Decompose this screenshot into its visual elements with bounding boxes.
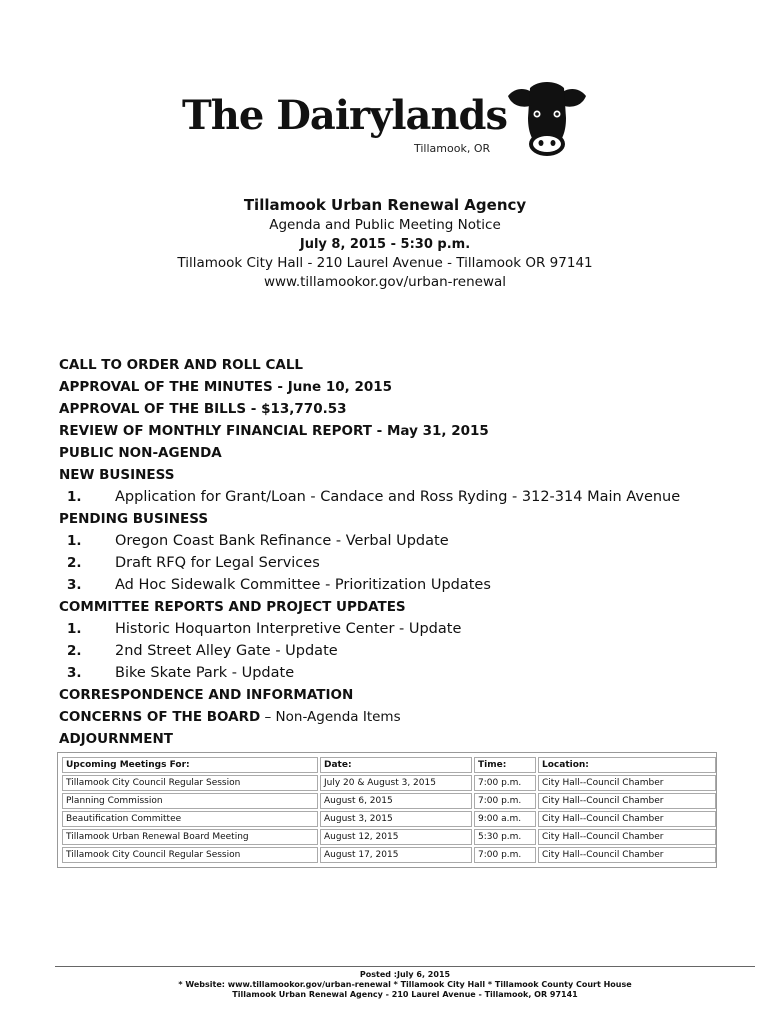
agenda-list	[59, 354, 739, 750]
agenda-item	[59, 618, 739, 640]
meeting-location: City Hall--Council Chamber	[538, 811, 716, 827]
concerns-label: CONCERNS OF THE BOARD	[59, 709, 261, 725]
meeting-location: City Hall--Council Chamber	[538, 793, 716, 809]
correspondence-heading: CORRESPONDENCE AND INFORMATION	[59, 687, 354, 703]
meeting-date: August 17, 2015	[320, 847, 472, 863]
adjournment: ADJOURNMENT	[59, 731, 173, 747]
concerns-of-board	[59, 706, 739, 728]
dairylands-logo	[182, 78, 592, 170]
table-row	[62, 847, 716, 863]
cow-head-icon	[504, 78, 590, 160]
item-text: Application for Grant/Loan - Candace and Ross Ryding - 312-314 Main Avenue	[115, 489, 681, 505]
agenda-header	[0, 196, 770, 292]
agenda-item	[59, 640, 739, 662]
item-text: Ad Hoc Sidewalk Committee - Prioritization Updates	[115, 577, 491, 593]
item-text: Draft RFQ for Legal Services	[115, 555, 320, 571]
approval-of-bills: APPROVAL OF THE BILLS - $13,770.53	[59, 401, 347, 417]
table-row	[62, 829, 716, 845]
footer-contact: * Website: www.tillamookor.gov/urban-renewal * Tillamook City Hall * Tillamook County Court House	[178, 980, 632, 989]
new-business-heading: NEW BUSINESS	[59, 467, 175, 483]
agenda-item	[59, 574, 739, 596]
agenda-item	[59, 530, 739, 552]
table-header-row	[62, 757, 716, 773]
header-cell: Location:	[538, 757, 716, 773]
meeting-name: Tillamook City Council Regular Session	[62, 775, 318, 791]
item-number: 1.	[67, 489, 82, 505]
item-number: 2.	[67, 643, 82, 659]
approval-of-minutes: APPROVAL OF THE MINUTES - June 10, 2015	[59, 379, 393, 395]
header-cell: Upcoming Meetings For:	[62, 757, 318, 773]
meeting-time: 7:00 p.m.	[474, 775, 536, 791]
header-cell: Time:	[474, 757, 536, 773]
posted-date: Posted :July 6, 2015	[359, 970, 451, 979]
meeting-time: 7:00 p.m.	[474, 847, 536, 863]
item-number: 2.	[67, 555, 82, 571]
table-row	[62, 793, 716, 809]
meeting-time: 9:00 a.m.	[474, 811, 536, 827]
table-row	[62, 811, 716, 827]
meeting-name: Beautification Committee	[62, 811, 318, 827]
item-number: 1.	[67, 621, 82, 637]
agenda-item	[59, 662, 739, 684]
footer	[0, 970, 770, 1000]
header-cell: Date:	[320, 757, 472, 773]
committee-reports-heading: COMMITTEE REPORTS AND PROJECT UPDATES	[59, 599, 406, 615]
meeting-date: August 6, 2015	[320, 793, 472, 809]
agenda-item	[59, 552, 739, 574]
financial-report: REVIEW OF MONTHLY FINANCIAL REPORT - May 31, 2015	[59, 423, 489, 439]
meeting-date: August 12, 2015	[320, 829, 472, 845]
footer-address: Tillamook Urban Renewal Agency - 210 Laurel Avenue - Tillamook, OR 97141	[232, 990, 578, 999]
meeting-date: August 3, 2015	[320, 811, 472, 827]
footer-divider	[55, 966, 755, 967]
agenda-item	[59, 486, 739, 508]
item-number: 3.	[67, 665, 82, 681]
item-text: Bike Skate Park - Update	[115, 665, 295, 681]
item-number: 1.	[67, 533, 82, 549]
concerns-note: – Non-Agenda Items	[260, 709, 401, 725]
item-number: 3.	[67, 577, 82, 593]
meeting-location: Tillamook City Hall - 210 Laurel Avenue - Tillamook OR 97141	[177, 255, 593, 271]
pending-business-heading: PENDING BUSINESS	[59, 511, 209, 527]
meeting-location: City Hall--Council Chamber	[538, 847, 716, 863]
item-text: Historic Hoquarton Interpretive Center - Update	[115, 621, 462, 637]
meeting-time: 5:30 p.m.	[474, 829, 536, 845]
meeting-name: Tillamook Urban Renewal Board Meeting	[62, 829, 318, 845]
item-text: 2nd Street Alley Gate - Update	[115, 643, 338, 659]
item-text: Oregon Coast Bank Refinance - Verbal Update	[115, 533, 449, 549]
logo-title: The Dairylands	[182, 92, 508, 139]
agency-name: Tillamook Urban Renewal Agency	[243, 196, 527, 214]
meeting-location: City Hall--Council Chamber	[538, 775, 716, 791]
public-non-agenda: PUBLIC NON-AGENDA	[59, 445, 222, 461]
table-row	[62, 775, 716, 791]
meeting-name: Planning Commission	[62, 793, 318, 809]
meeting-time: 7:00 p.m.	[474, 793, 536, 809]
logo-subtitle: Tillamook, OR	[414, 142, 491, 155]
call-to-order: CALL TO ORDER AND ROLL CALL	[59, 357, 304, 373]
meeting-location: City Hall--Council Chamber	[538, 829, 716, 845]
upcoming-meetings-table	[57, 752, 717, 868]
meeting-date-time: July 8, 2015 - 5:30 p.m.	[299, 237, 471, 252]
meeting-name: Tillamook City Council Regular Session	[62, 847, 318, 863]
document-type: Agenda and Public Meeting Notice	[269, 217, 501, 233]
agency-website: www.tillamookor.gov/urban-renewal	[263, 274, 507, 290]
meeting-date: July 20 & August 3, 2015	[320, 775, 472, 791]
